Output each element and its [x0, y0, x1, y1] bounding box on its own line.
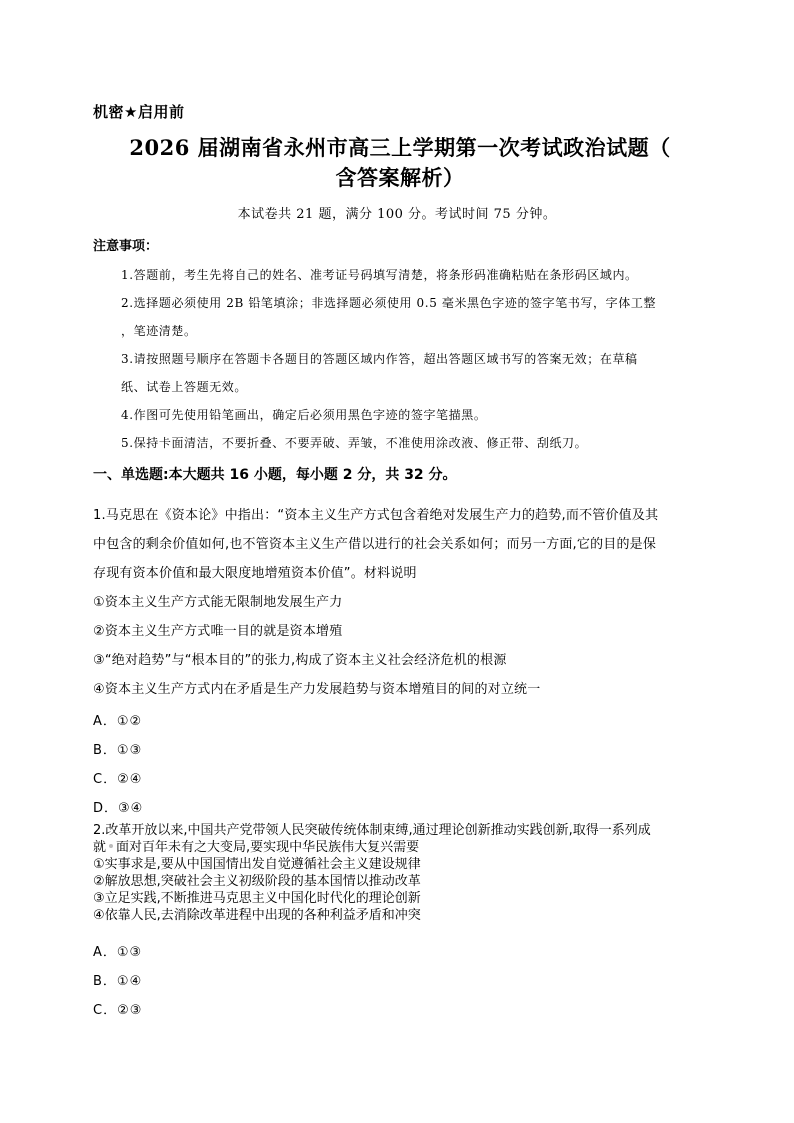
- confidential-label: 机密★启用前: [93, 103, 185, 121]
- exam-title-line-2: 含答案解析）: [335, 165, 465, 190]
- question-2-statement: ②解放思想,突破社会主义初级阶段的基本国情以推动改革: [93, 874, 421, 889]
- notice-item-continuation: ，笔迹清楚。: [121, 324, 197, 338]
- question-1-statement: ③“绝对趋势”与“根本目的”的张力,构成了资本主义社会经济危机的根源: [93, 653, 507, 668]
- dot-icon: [109, 844, 113, 848]
- notice-item: 2.选择题必须使用 2B 铅笔填涂；非选择题必须使用 0.5 毫米黑色字迹的签字笔书写，字体工整: [121, 296, 657, 310]
- notice-list: [93, 261, 703, 457]
- question-2-stem-part: 面对百年未有之大变局,要实现中华民族伟大复兴需要: [116, 840, 420, 855]
- exam-title-line-1: 2026 届湖南省永州市高三上学期第一次考试政治试题（: [129, 135, 671, 160]
- question-1-stem-line: 存现有资本价值和最大限度地增殖资本价值”。材料说明: [93, 566, 417, 581]
- question-2-statement: ③立足实践,不断推进马克思主义中国化时代化的理论创新: [93, 891, 421, 906]
- question-2-block: [93, 822, 703, 924]
- notice-item: 5.保持卡面清洁，不要折叠、不要弄破、弄皱，不准使用涂改液、修正带、刮纸刀。: [121, 436, 588, 450]
- question-1-statement: ②资本主义生产方式唯一目的就是资本增殖: [93, 624, 343, 639]
- question-1-statements: [93, 588, 703, 704]
- question-2-statement: ④依靠人民,去消除改革进程中出现的各种利益矛盾和冲突: [93, 908, 421, 923]
- notice-heading: 注意事项：: [93, 239, 159, 254]
- question-1-stem-line: 1.马克思在《资本论》中指出：“资本主义生产方式包含着绝对发展生产力的趋势,而不管价值及其: [93, 508, 659, 523]
- question-1-stem-line: 中包含的剩余价值如何,也不管资本主义生产借以进行的社会关系如何；而另一方面,它的目的是保: [93, 537, 657, 552]
- notice-item: 1.答题前，考生先将自己的姓名、准考证号码填写清楚，将条形码准确粘贴在条形码区域内。: [121, 268, 638, 282]
- question-1-option-c[interactable]: C．②④: [93, 772, 143, 787]
- exam-info: 本试卷共 21 题，满分 100 分。考试时间 75 分钟。: [237, 207, 557, 222]
- question-2-option-c[interactable]: C．②③: [93, 1003, 143, 1018]
- exam-title: [95, 133, 705, 193]
- question-2-stem-line: [93, 839, 703, 856]
- question-1-stem: [93, 501, 703, 588]
- question-2-option-a[interactable]: A．①③: [93, 945, 143, 960]
- question-2-stem-part: 就: [93, 840, 107, 855]
- question-2-statement: ①实事求是,要从中国国情出发自觉遵循社会主义建设规律: [93, 857, 421, 872]
- question-2-option-b[interactable]: B．①④: [93, 974, 143, 989]
- question-2-stem-line: 2.改革开放以来,中国共产党带领人民突破传统体制束缚,通过理论创新推动实践创新,取得一系列成: [93, 823, 651, 838]
- question-1-option-a[interactable]: A．①②: [93, 714, 143, 729]
- notice-item: 3.请按照题号顺序在答题卡各题目的答题区域内作答，超出答题区域书写的答案无效；在草稿: [121, 352, 638, 366]
- question-1-statement: ④资本主义生产方式内在矛盾是生产力发展趋势与资本增殖目的间的对立统一: [93, 682, 541, 697]
- question-1-option-d[interactable]: D．③④: [93, 801, 144, 816]
- question-1-option-b[interactable]: B．①③: [93, 743, 143, 758]
- notice-item: 4.作图可先使用铅笔画出，确定后必须用黑色字迹的签字笔描黑。: [121, 408, 487, 422]
- notice-item-continuation: 纸、试卷上答题无效。: [121, 380, 248, 394]
- question-1-statement: ①资本主义生产方式能无限制地发展生产力: [93, 595, 343, 610]
- section-heading-single-choice: 一、单选题:本大题共 16 小题，每小题 2 分，共 32 分。: [93, 467, 457, 483]
